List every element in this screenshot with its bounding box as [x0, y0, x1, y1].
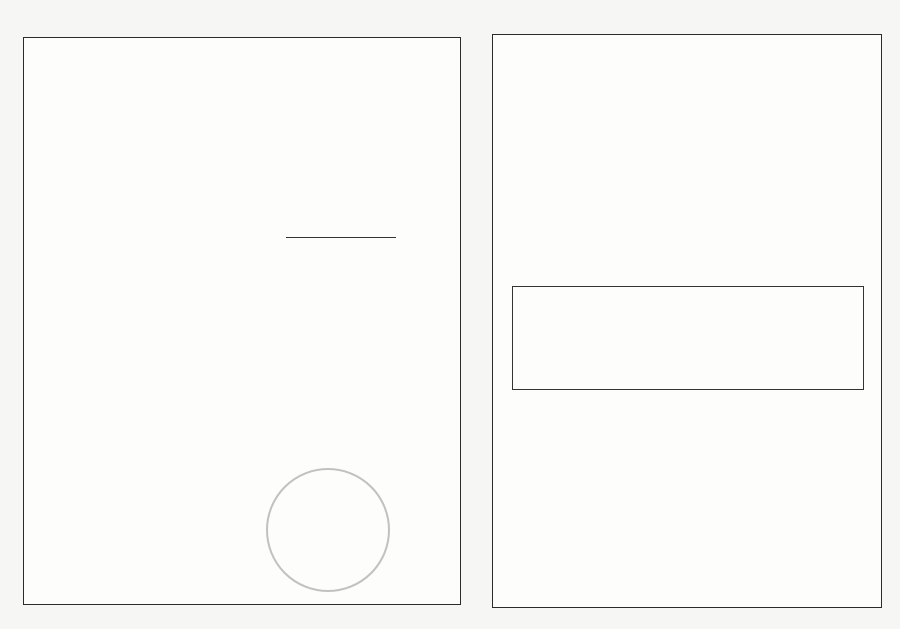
- official-seal: [266, 468, 390, 592]
- certificate-back-page: [492, 34, 882, 608]
- certificate-front-page: [23, 37, 461, 605]
- attachments-box: [512, 286, 864, 390]
- number-blank-line: [286, 237, 396, 238]
